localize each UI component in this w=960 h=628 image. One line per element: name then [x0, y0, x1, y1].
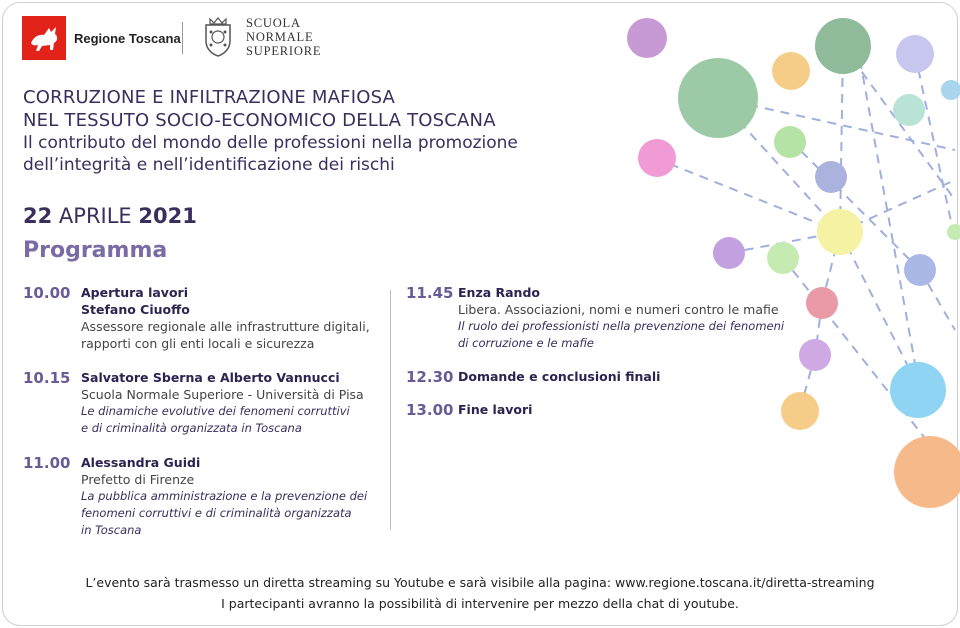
program-body: [458, 284, 784, 352]
streaming-notice-line: I partecipanti avranno la possibilità di intervenire per mezzo della chat di youtube.: [221, 596, 739, 611]
program-body: [81, 284, 370, 352]
program-title: Domande e conclusioni finali: [458, 369, 661, 384]
scuola-normale-logo: [200, 15, 321, 59]
sns-logo-line: NORMALE: [246, 30, 314, 44]
program-speaker: Salvatore Sberna e Alberto Vannucci: [81, 370, 340, 385]
regione-toscana-logo: [22, 16, 181, 60]
program-talk-title: e di criminalità organizzata in Toscana: [81, 421, 302, 435]
logo-divider: [182, 22, 183, 54]
streaming-notice-line: L’evento sarà trasmesso un diretta streaming su Youtube e sarà visibile alla pagina: www.regione.toscana.it/diretta-streaming: [85, 575, 875, 590]
program-time: 13.00: [406, 401, 454, 419]
program-talk-title: Il ruolo dei professionisti nella prevenzione dei fenomeni: [458, 319, 785, 333]
event-title-line: CORRUZIONE E INFILTRAZIONE MAFIOSA: [23, 87, 396, 108]
pegasus-icon: [22, 16, 66, 60]
program-affiliation: Prefetto di Firenze: [81, 472, 195, 487]
column-divider: [390, 290, 391, 530]
program-body: [458, 368, 660, 385]
program-description: rapporti con gli enti locali e sicurezza: [81, 336, 315, 351]
sns-logo-line: SUPERIORE: [246, 44, 322, 58]
program-description: Assessore regionale alle infrastrutture digitali,: [81, 319, 370, 334]
program-talk-title: in Toscana: [81, 523, 142, 537]
streaming-notice: [0, 572, 960, 614]
date-day: 22: [23, 204, 53, 228]
program-time: 10.00: [23, 284, 71, 302]
program-affiliation: Libera. Associazioni, nomi e numeri contro le mafie: [458, 302, 779, 317]
sns-crest-icon: [200, 15, 236, 59]
program-body: [458, 401, 532, 418]
program-speaker: Enza Rando: [458, 285, 540, 300]
program-time: 12.30: [406, 368, 454, 386]
programma-heading: Programma: [23, 238, 168, 263]
program-time: 10.15: [23, 369, 71, 387]
regione-toscana-label: Regione Toscana: [74, 30, 181, 46]
program-speaker: Alessandra Guidi: [81, 455, 201, 470]
program-speaker: Stefano Ciuoffo: [81, 302, 190, 317]
sns-logo-text: [246, 16, 321, 58]
program-body: [81, 369, 364, 437]
program-title: Apertura lavori: [81, 285, 188, 300]
program-affiliation: Scuola Normale Superiore - Università di Pisa: [81, 387, 364, 402]
program-talk-title: di corruzione e le mafie: [458, 336, 594, 350]
program-time: 11.45: [406, 284, 454, 302]
event-subtitle: [23, 132, 583, 176]
program-title: Fine lavori: [458, 402, 533, 417]
event-subtitle-line: dell’integrità e nell’identificazione dei rischi: [23, 155, 395, 175]
program-talk-title: fenomeni corruttivi e di criminalità organizzata: [81, 506, 352, 520]
program-time: 11.00: [23, 454, 71, 472]
event-subtitle-line: Il contributo del mondo delle professioni nella promozione: [23, 133, 518, 153]
program-body: [81, 454, 367, 539]
date-month: APRILE: [58, 204, 132, 228]
event-title: [23, 86, 496, 132]
program-talk-title: Le dinamiche evolutive dei fenomeni corruttivi: [81, 404, 350, 418]
program-talk-title: La pubblica amministrazione e la prevenzione dei: [81, 489, 368, 503]
event-date: [23, 204, 197, 228]
date-year: 2021: [138, 204, 197, 228]
sns-logo-line: SCUOLA: [246, 16, 301, 30]
event-title-line: NEL TESSUTO SOCIO-ECONOMICO DELLA TOSCANA: [23, 110, 496, 131]
